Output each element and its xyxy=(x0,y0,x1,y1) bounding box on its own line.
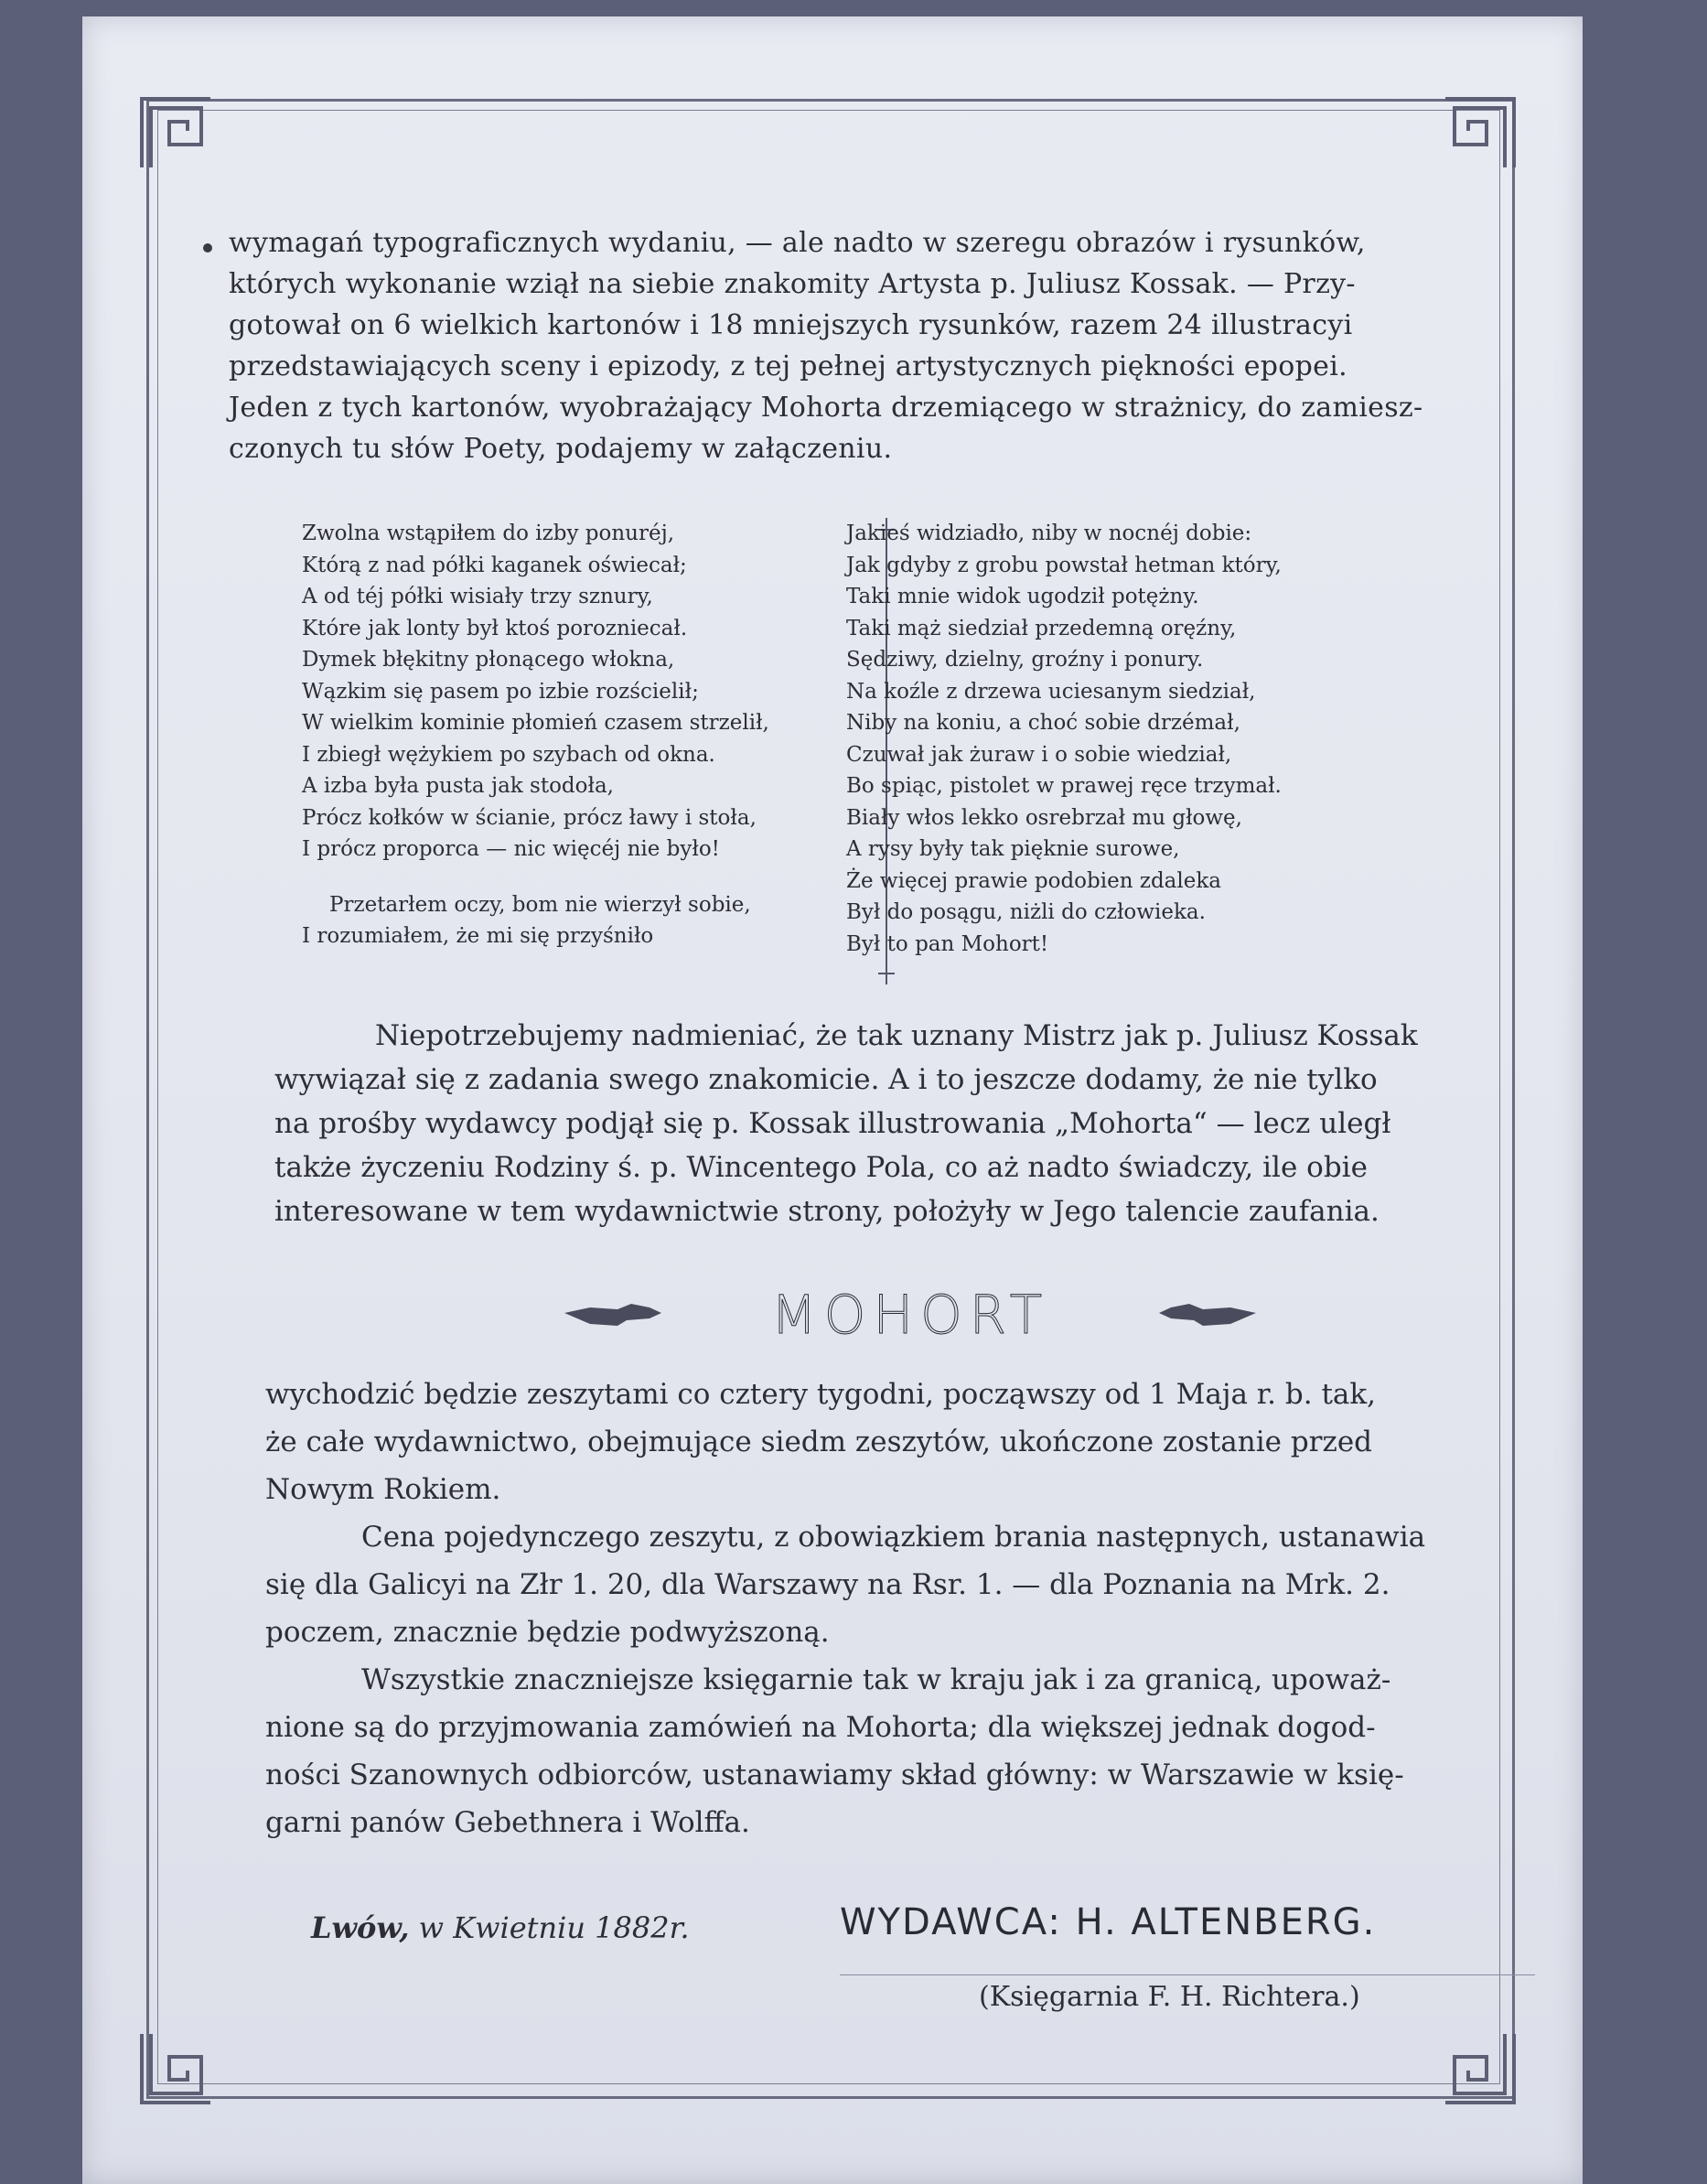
poem-line: Jakieś widziadło, niby w nocnéj dobie: xyxy=(846,522,1252,545)
poem-line: Dymek błękitny płonącego włokna, xyxy=(302,648,675,672)
poem-line: I prócz proporca — nic więcéj nie było! xyxy=(302,837,720,861)
paragraph-line: nione są do przyjmowania zamówień na Mohorta; dla większej jednak dogod- xyxy=(265,1711,1376,1744)
publisher: WYDAWCA: H. ALTENBERG. xyxy=(840,1901,1377,1943)
paragraph-line: że całe wydawnictwo, obejmujące siedm zeszytów, ukończone zostanie przed xyxy=(265,1426,1373,1458)
intro-line: przedstawiających sceny i epizody, z tej pełnej artystycznych piękności epopei. xyxy=(229,350,1347,382)
paragraph-line: garni panów Gebethnera i Wolffa. xyxy=(265,1806,750,1839)
column-divider-cap xyxy=(878,973,895,974)
paragraph-line: Wszystkie znaczniejsze księgarnie tak w kraju jak i za granicą, upoważ- xyxy=(361,1663,1391,1696)
pointing-hand-icon xyxy=(563,1296,663,1333)
kossak-paragraph xyxy=(274,1014,1519,1233)
mohort-heading xyxy=(563,1284,1258,1348)
paragraph-line: ności Szanownych odbiorców, ustanawiamy skład główny: w Warszawie w księ- xyxy=(265,1759,1404,1791)
poem-line: I zbiegł wężykiem po szybach od okna. xyxy=(302,742,715,767)
poem-line: Przetarłem oczy, bom nie wierzył sobie, xyxy=(329,892,751,917)
greek-key-corner-ornament xyxy=(1436,90,1519,172)
bookshop: (Księgarnia F. H. Richtera.) xyxy=(979,1981,1360,2013)
poem-line: Był do posągu, niżli do człowieka. xyxy=(846,900,1206,924)
publication-paragraph xyxy=(265,1371,1546,1846)
poem-line: W wielkim kominie płomień czasem strzelił, xyxy=(302,711,769,735)
poem-line: Którą z nad półki kaganek oświecał; xyxy=(302,553,687,577)
pointing-hand-icon xyxy=(1157,1296,1258,1333)
poem-line: A izba była pusta jak stodoła, xyxy=(302,774,614,798)
poem-line: Jak gdyby z grobu powstał hetman który, xyxy=(846,553,1282,577)
poem-left-column xyxy=(302,518,887,952)
footer-divider xyxy=(840,1974,1535,1975)
paragraph-line: Niepotrzebujemy nadmieniać, że tak uznany Mistrz jak p. Juliusz Kossak xyxy=(375,1019,1418,1052)
greek-key-corner-ornament xyxy=(1436,2029,1519,2112)
poem-line: Że więcej prawie podobien zdaleka xyxy=(846,868,1222,893)
page-content xyxy=(82,16,1583,2184)
poem-line: Zwolna wstąpiłem do izby ponuréj, xyxy=(302,522,675,545)
greek-key-corner-ornament xyxy=(137,90,220,172)
paragraph-line: Nowym Rokiem. xyxy=(265,1473,501,1506)
paragraph-line: się dla Galicyi na Złr 1. 20, dla Warszawy na Rsr. 1. — dla Poznania na Mrk. 2. xyxy=(265,1568,1390,1601)
paragraph-line: poczem, znacznie będzie podwyższoną. xyxy=(265,1616,830,1649)
poem-line: Czuwał jak żuraw i o sobie wiedział, xyxy=(846,742,1232,767)
date: w Kwietniu 1882r. xyxy=(418,1910,690,1945)
poem-line: A rysy były tak pięknie surowe, xyxy=(846,837,1180,861)
poem-line: A od téj półki wisiały trzy sznury, xyxy=(302,585,653,608)
paragraph-line: na prośby wydawcy podjął się p. Kossak illustrowania „Mohorta“ — lecz uległ xyxy=(274,1107,1391,1140)
poem-line: Bo spiąc, pistolet w prawej ręce trzymał. xyxy=(846,774,1282,798)
poem-line: I rozumiałem, że mi się przyśniło xyxy=(302,924,654,948)
poem-line: Niby na koniu, a choć sobie drzémał, xyxy=(846,711,1240,735)
poem-right-column xyxy=(846,518,1441,960)
poem-line: Był to pan Mohort! xyxy=(846,931,1049,956)
bullet-mark xyxy=(203,243,212,253)
poem-line: Taki mnie widok ugodził potężny. xyxy=(846,585,1199,608)
place: Lwów, xyxy=(311,1910,410,1945)
paragraph-line: wychodzić będzie zeszytami co cztery tygodni, począwszy od 1 Maja r. b. tak, xyxy=(265,1378,1377,1411)
poem-line: Wązkim się pasem po izbie rozścielił; xyxy=(302,679,699,704)
intro-line: czonych tu słów Poety, podajemy w załączeniu. xyxy=(229,433,893,465)
poem-line: Na koźle z drzewa uciesanym siedział, xyxy=(846,679,1256,704)
paragraph-line: wywiązał się z zadania swego znakomicie. A i to jeszcze dodamy, że nie tylko xyxy=(274,1063,1378,1096)
intro-line: Jeden z tych kartonów, wyobrażający Mohorta drzemiącego w strażnicy, do zamiesz- xyxy=(229,392,1423,424)
poem-line: Sędziwy, dzielny, groźny i ponury. xyxy=(846,648,1204,672)
poem-line: Prócz kołków w ścianie, prócz ławy i stoła, xyxy=(302,805,757,830)
intro-line: gotował on 6 wielkich kartonów i 18 mniejszych rysunków, razem 24 illustracyi xyxy=(229,309,1353,341)
intro-line: wymagań typograficznych wydaniu, — ale nadto w szeregu obrazów i rysunków, xyxy=(229,227,1366,259)
paragraph-line: także życzeniu Rodziny ś. p. Wincentego Pola, co aż nadto świadczy, ile obie xyxy=(274,1151,1368,1184)
title-mohort: MOHORT xyxy=(770,1284,1050,1346)
place-date xyxy=(311,1910,690,1945)
greek-key-corner-ornament xyxy=(137,2029,220,2112)
poem-line: Które jak lonty był ktoś porozniecał. xyxy=(302,616,688,640)
intro-paragraph xyxy=(229,222,1464,469)
poem-line: Biały włos lekko osrebrzał mu głowę, xyxy=(846,805,1242,830)
poem-line: Taki mąż siedział przedemną oręźny, xyxy=(846,616,1237,640)
paragraph-line: interesowane w tem wydawnictwie strony, położyły w Jego talencie zaufania. xyxy=(274,1195,1380,1228)
paragraph-line: Cena pojedynczego zeszytu, z obowiązkiem brania następnych, ustanawia xyxy=(361,1521,1426,1554)
intro-line: których wykonanie wziął na siebie znakomity Artysta p. Juliusz Kossak. — Przy- xyxy=(229,268,1356,300)
